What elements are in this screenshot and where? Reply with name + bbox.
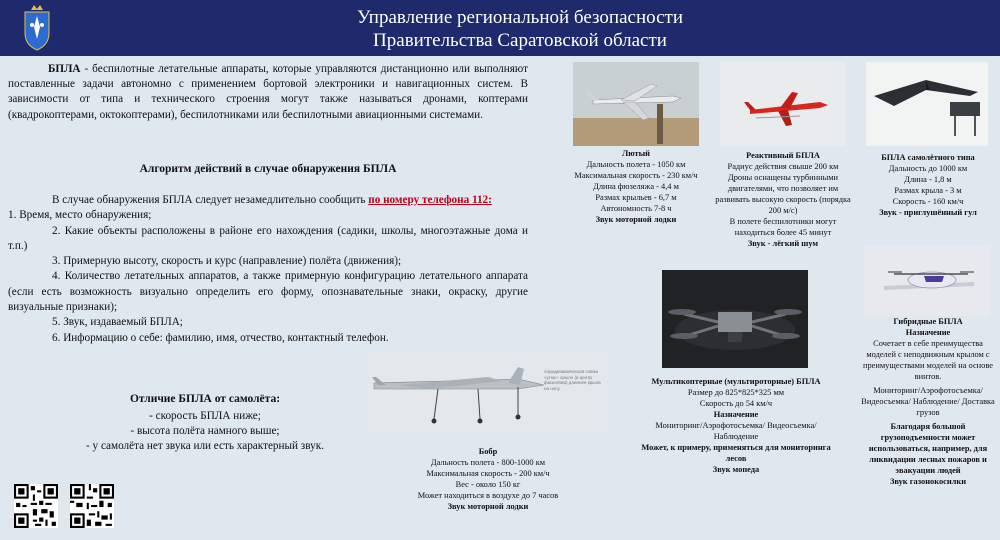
multicopter-note: Может, к примеру, применяться для мониторинга лесов xyxy=(641,443,831,463)
hybrid-sound: Звук газонокосилки xyxy=(889,477,967,486)
difference-item: - высота полёта намного выше; xyxy=(130,425,280,437)
qr-code-icon[interactable] xyxy=(14,484,58,528)
algorithm-item: 4. Количество летательных аппаратов, а также примерную конфигурацию летательного аппарата (если есть возможность визуально определить его форму, опознавательные знаки, окраску, другие визуальные признаки); xyxy=(8,270,528,314)
phone-112-link[interactable]: по номеру телефона 112: xyxy=(368,194,492,206)
selfprop-spec: Длина - 1,8 м xyxy=(904,175,952,184)
bobr-caption xyxy=(398,446,578,512)
selfprop-caption xyxy=(860,152,996,218)
algorithm-item: 5. Звук, издаваемый БПЛА; xyxy=(52,316,183,329)
lyuty-spec: Максимальная скорость - 230 км/ч xyxy=(574,171,698,180)
qr-code-icon[interactable] xyxy=(70,484,114,528)
jet-caption xyxy=(713,150,853,249)
flying-wing-drone-photo xyxy=(866,62,988,146)
hybrid-name: Гибридные БПЛА xyxy=(893,317,963,326)
algorithm-item: 2. Какие объекты расположены в районе его нахождения (садики, школы, многоэтажные дома и т.п.) xyxy=(8,224,528,252)
hybrid-uses: Мониторинг/Аэрофотосъемка/ Видеосъемка/ Наблюдение/ Доставка грузов xyxy=(861,386,995,417)
lyuty-name: Лютый xyxy=(621,149,650,158)
jet-name: Реактивный БПЛА xyxy=(746,151,820,160)
selfprop-name: БПЛА самолётного типа xyxy=(881,153,975,162)
bobr-spec: Может находиться в воздухе до 7 часов xyxy=(417,491,559,500)
multicopter-name: Мультикоптерные (мультироторные) БПЛА xyxy=(651,377,821,386)
header-banner xyxy=(0,0,1000,56)
bobr-sound: Звук моторной лодки xyxy=(447,502,529,511)
lyuty-spec: Дальность полета - 1050 км xyxy=(586,160,686,169)
lyuty-sound: Звук моторной лодки xyxy=(595,215,677,224)
difference-title: Отличие БПЛА от самолёта: xyxy=(129,393,281,405)
difference-list xyxy=(70,409,340,454)
lyuty-drone-photo xyxy=(573,62,699,146)
jet-spec: Дроны оснащены турбинными двигателями, что позволяет им развивать высокую скорость (порядка 200 м/с) xyxy=(715,173,851,215)
selfprop-spec: Скорость - 160 км/ч xyxy=(892,197,964,206)
hybrid-note: Благодаря большой грузоподъемности может использоваться, например, для ликвидации лесных пожаров и эвакуации людей xyxy=(868,422,988,475)
multicopter-sound: Звук мопеда xyxy=(712,465,760,474)
algorithm-item: 6. Информацию о себе: фамилию, имя, отчество, контактный телефон. xyxy=(52,331,389,344)
bobr-spec: Максимальная скорость - 200 км/ч xyxy=(426,469,550,478)
difference-item: - у самолёта нет звука или есть характерный звук. xyxy=(86,440,324,452)
bobr-spec: Дальность полета - 800-1000 км xyxy=(430,458,546,467)
multicopter-drone-photo xyxy=(662,270,808,368)
hybrid-purpose: Сочетает в себе преимущества моделей с неподвижным крылом с преимуществами моделей на основе винтов. xyxy=(863,339,993,381)
algorithm-item: 3. Примерную высоту, скорость и курс (направление) полёта (движения); xyxy=(52,255,402,268)
algorithm-title: Алгоритм действий в случае обнаружения БПЛА xyxy=(139,163,397,175)
lyuty-spec: Автономность 7-8 ч xyxy=(600,204,672,213)
multicopter-spec: Скорость до 54 км/ч xyxy=(699,399,773,408)
algorithm-lead-line xyxy=(8,193,528,208)
jet-drone-photo xyxy=(720,62,846,146)
bobr-photo-note: Аэродинамическая схема «утка»: крыло (и центр фюзеляжа) длиннее крыла на носу xyxy=(544,369,601,391)
selfprop-sound: Звук - приглушённый гул xyxy=(879,208,977,217)
title-line-2: Правительства Саратовской области xyxy=(373,30,667,51)
hybrid-caption xyxy=(860,316,996,487)
multicopter-caption xyxy=(640,376,832,475)
selfprop-spec: Дальность до 1000 км xyxy=(888,164,968,173)
difference-item: - скорость БПЛА ниже; xyxy=(149,410,261,422)
algorithm-body xyxy=(8,193,528,346)
hybrid-drone-photo xyxy=(864,246,990,316)
algorithm-lead: В случае обнаружения БПЛА следует незамедлительно сообщить xyxy=(52,194,369,206)
lyuty-spec: Размах крыльев - 6,7 м xyxy=(595,193,677,202)
intro-term: БПЛА xyxy=(48,63,81,75)
title-line-1: Управление региональной безопасности xyxy=(357,7,683,28)
bobr-spec: Вес - около 150 кг xyxy=(455,480,521,489)
jet-spec: В полете беспилотники могут находиться более 45 минут xyxy=(729,217,837,237)
hybrid-purpose-label: Назначение xyxy=(905,328,951,337)
bobr-name: Бобр xyxy=(478,447,498,456)
multicopter-spec: Размер до 825*825*325 мм xyxy=(687,388,785,397)
selfprop-spec: Размах крыла - 3 м xyxy=(894,186,962,195)
jet-spec: Радиус действия свыше 200 км xyxy=(727,162,839,171)
intro-paragraph xyxy=(8,62,528,123)
intro-text: - беспилотные летательные аппараты, которые управляются дистанционно или выполняют поставленные задачи автономно с применением бортовой электроники и навигационных систем. В зависимости от типа и технического строения могут также называться дронами, коптерами (квадрокоптерами, октокоптерами), беспилотниками или беспилотными авиационными системами. xyxy=(8,63,528,121)
page-title xyxy=(300,6,740,52)
jet-sound: Звук - лёгкий шум xyxy=(747,239,819,248)
multicopter-purpose-label: Назначение xyxy=(713,410,759,419)
lyuty-spec: Длина фюзеляжа - 4,4 м xyxy=(593,182,679,191)
bobr-drone-photo xyxy=(368,355,608,435)
lyuty-caption xyxy=(565,148,707,225)
multicopter-purpose: Мониторинг/Аэрофотосъемка/ Видеосъемка/ Наблюдение xyxy=(655,421,817,441)
saratov-coat-of-arms-icon xyxy=(22,3,52,51)
algorithm-item: 1. Время, место обнаружения; xyxy=(8,209,152,222)
